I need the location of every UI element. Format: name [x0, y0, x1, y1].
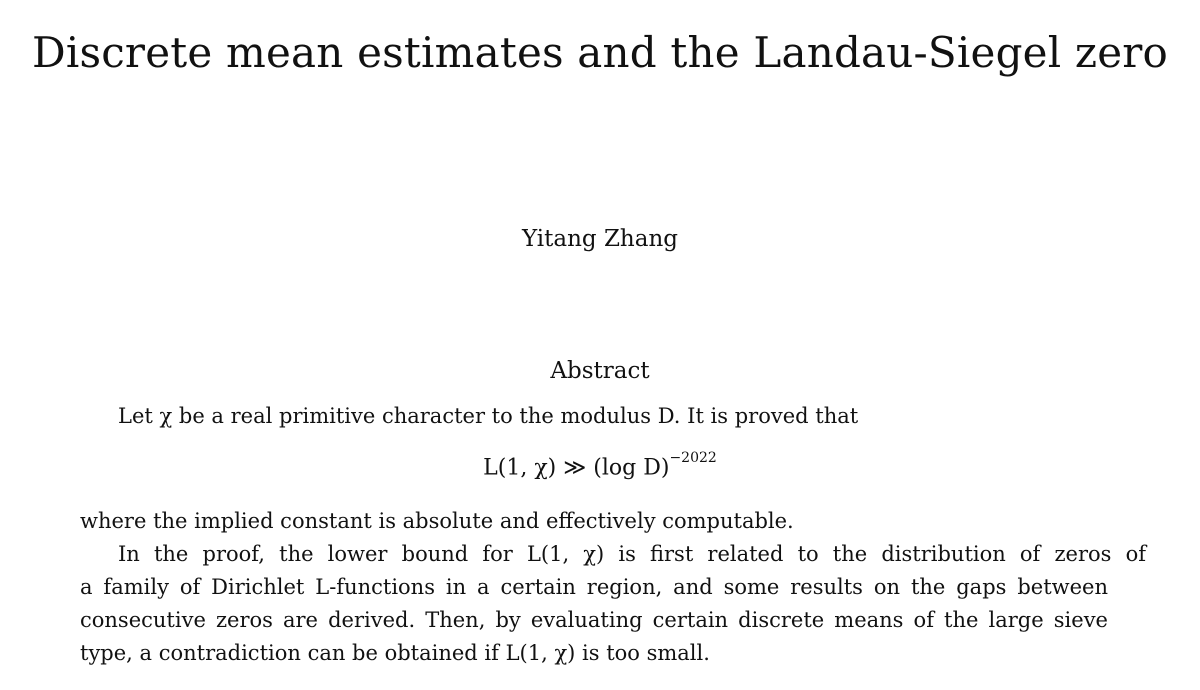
abstract-line-2: where the implied constant is absolute and effectively computable.: [80, 509, 794, 533]
abstract-heading: Abstract: [550, 358, 650, 384]
equation-body: L(1, χ) ≫ (log D): [483, 455, 670, 481]
abstract-paragraph-line-2: a family of Dirichlet L-functions in a certain region, and some results on the gaps between: [80, 575, 1108, 599]
abstract-paragraph-line-4: type, a contradiction can be obtained if L(1, χ) is too small.: [80, 641, 710, 665]
author-name: Yitang Zhang: [522, 226, 678, 252]
equation-exponent: −2022: [669, 450, 717, 466]
abstract-paragraph-line-3: consecutive zeros are derived. Then, by evaluating certain discrete means of the large sieve: [80, 608, 1108, 632]
main-equation: [0, 450, 1200, 481]
paper-title: Discrete mean estimates and the Landau-Siegel zero: [31, 28, 1169, 77]
abstract-paragraph-line-1: In the proof, the lower bound for L(1, χ) is first related to the distribution of zeros of: [118, 542, 1146, 566]
abstract-line-1: Let χ be a real primitive character to the modulus D. It is proved that: [118, 404, 859, 428]
